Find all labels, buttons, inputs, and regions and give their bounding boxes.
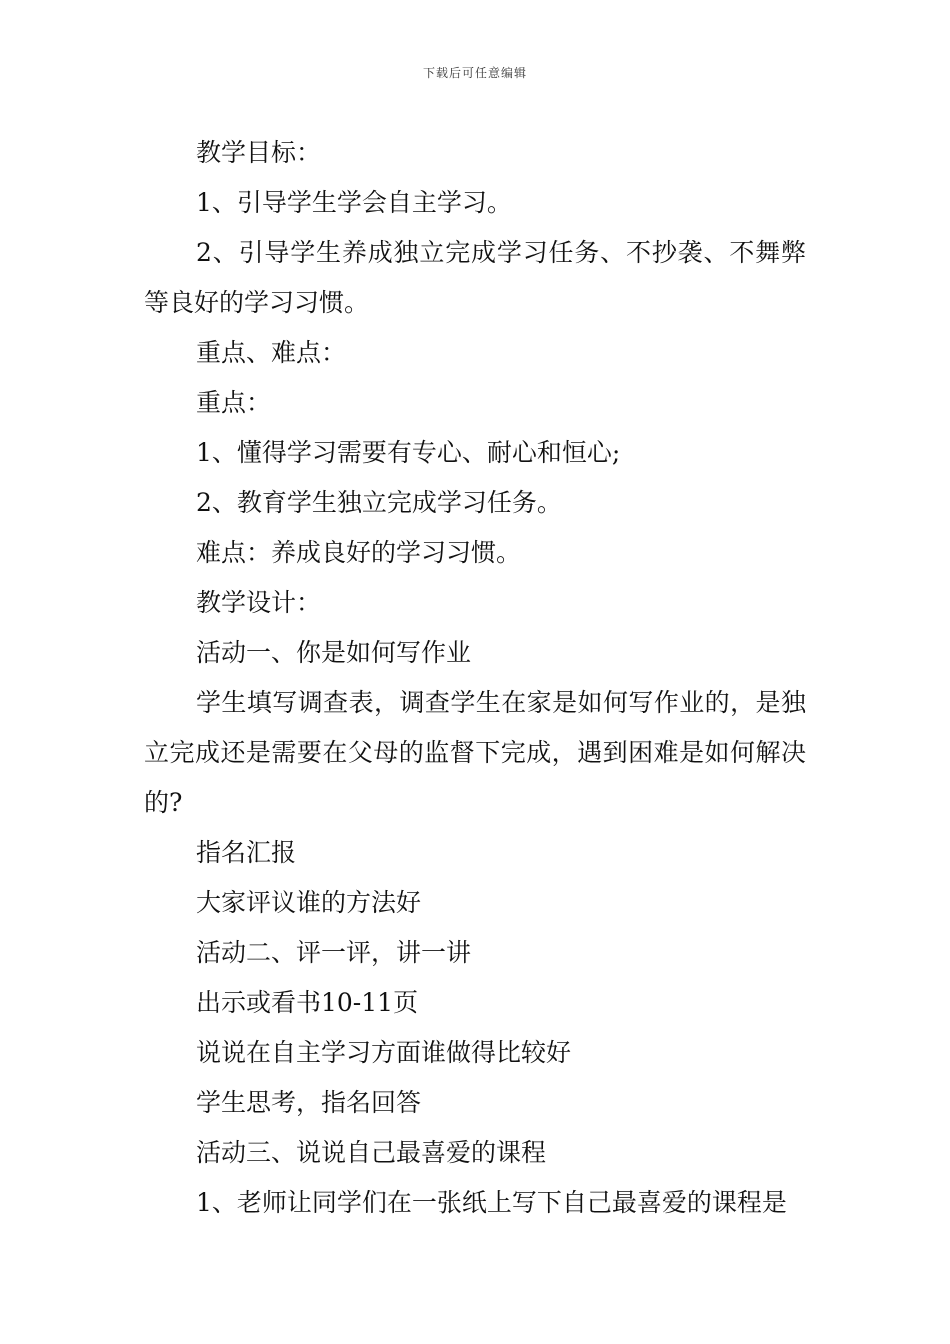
- key-point-2: 2、教育学生独立完成学习任务。: [196, 488, 562, 517]
- goal-item-1: 1、引导学生学会自主学习。: [196, 188, 512, 217]
- activity-2-step-discuss: 说说在自主学习方面谁做得比较好: [196, 1038, 572, 1067]
- activity-1-title: 活动一、你是如何写作业: [196, 638, 472, 667]
- activity-1-step-report: 指名汇报: [196, 838, 297, 867]
- activity-2-title: 活动二、评一评，讲一讲: [196, 938, 472, 967]
- activity-3-step-1: 1、老师让同学们在一张纸上写下自己最喜爱的课程是: [196, 1188, 787, 1217]
- page-header: 下载后可任意编辑: [422, 66, 527, 80]
- heading-teaching-goals: 教学目标：: [196, 138, 322, 167]
- heading-key-difficult-points: 重点、难点：: [196, 338, 347, 367]
- activity-3-title: 活动三、说说自己最喜爱的课程: [196, 1138, 547, 1167]
- heading-key-points: 重点：: [196, 388, 272, 417]
- goal-item-2: 2、引导学生养成独立完成学习任务、不抄袭、不舞弊等良好的学习习惯。: [144, 238, 806, 317]
- document-body: [144, 128, 806, 1228]
- activity-1-description: 学生填写调查表，调查学生在家是如何写作业的，是独立完成还是需要在父母的监督下完成，遇到困难是如何解决的?: [144, 688, 806, 817]
- key-point-1: 1、懂得学习需要有专心、耐心和恒心;: [196, 438, 621, 467]
- activity-2-step-show: 出示或看书10-11页: [196, 988, 419, 1017]
- difficult-point: 难点：养成良好的学习习惯。: [196, 538, 522, 567]
- heading-teaching-design: 教学设计：: [196, 588, 322, 617]
- activity-1-step-evaluate: 大家评议谁的方法好: [196, 888, 422, 917]
- activity-2-step-answer: 学生思考，指名回答: [196, 1088, 422, 1117]
